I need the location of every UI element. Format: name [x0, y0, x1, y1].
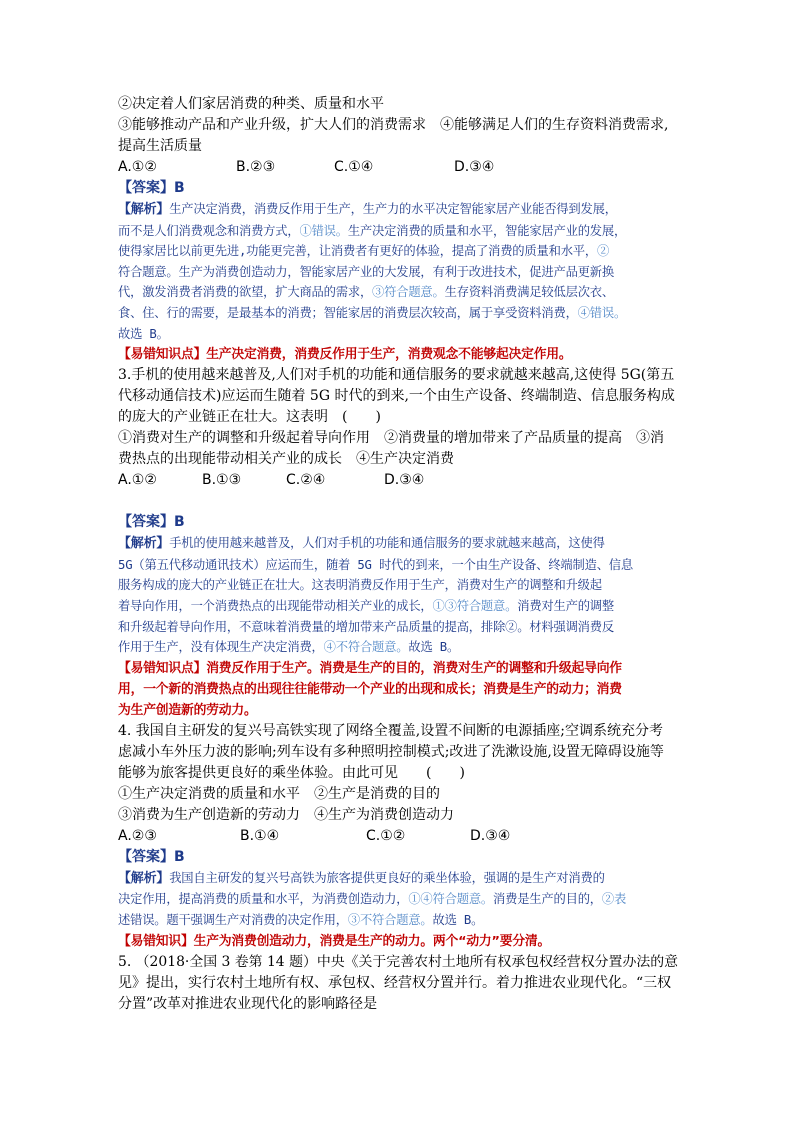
q2-analysis: [118, 199, 678, 344]
analysis-line: 【解析】我国自主研发的复兴号高铁为旅客提供更良好的乘坐体验，强调的是生产对消费的: [118, 870, 605, 886]
answer-value: B: [174, 848, 185, 865]
analysis-line: 符合题意。生产为消费创造动力，智能家居产业的大发展，有利于改进技术，促进产品更新换: [118, 264, 614, 279]
question-2: [118, 94, 678, 365]
q2-error-point: 【易错知识点】生产决定消费，消费反作用于生产，消费观念不能够起决定作用。: [118, 347, 572, 363]
analysis-line: 着导向作用，一个消费热点的出现能带动相关产业的成长，①③符合题意。消费对生产的调整: [118, 598, 614, 613]
error-label: 【易错知识点】: [118, 347, 207, 363]
answer-label: 【答案】: [118, 848, 174, 865]
answer-label: 【答案】: [118, 180, 174, 196]
q3-stem-line: 代移动通信技术)应运而生随着 5G 时代的到来,一个由生产设备、终端制造、信息服务构成: [118, 388, 675, 405]
q2-answer: [118, 178, 678, 199]
q2-item-3: ③能够推动产品和产业升级，扩大人们的消费需求 ④能够满足人们的生存资料消费需求,: [118, 117, 669, 133]
analysis-label: 【解析】: [118, 536, 170, 552]
q5-stem-line: 分置”改革对推进农业现代化的影响路径是: [118, 995, 378, 1012]
analysis-label: 【解析】: [118, 870, 170, 886]
q2-item-3-cont: 提高生活质量: [118, 138, 202, 154]
q3-stem-line: ①消费对生产的调整和升级起着导向作用 ②消费量的增加带来了产品质量的提高 ③消: [118, 430, 664, 447]
q2-option-c: C.①④: [334, 159, 374, 175]
q4-options: [118, 826, 678, 847]
q3-error-point: 【易错知识点】消费反作用于生产。消费是生产的目的，消费对生产的调整和升级起导向作 用，一个新的消费热点的出现往往能带动一个产业的出现和成长；消费是生产的动力；消费 为生产创造新的劳动力。: [118, 660, 622, 718]
analysis-line: 决定作用，提高消费的质量和水平，为消费创造动力，①④符合题意。消费是生产的目的，②表: [118, 892, 627, 907]
q4-stem-line: ①生产决定消费的质量和水平 ②生产是消费的目的: [118, 785, 440, 802]
q5-stem-line: 5. （2018·全国 3 卷第 14 题）中央《关于完善农村土地所有权承包权经营权分置办法的意: [118, 953, 679, 970]
analysis-line: 服务构成的庞大的产业链正在壮大。这表明消费反作用于生产，消费对生产的调整和升级起: [118, 578, 602, 593]
q4-option-c: C.①②: [366, 827, 406, 844]
q4-option-a: A.②③: [118, 827, 157, 844]
analysis-line: 故选 B。: [118, 326, 169, 341]
q2-item-2: ②决定着人们家居消费的种类、质量和水平: [118, 96, 384, 112]
error-label: 【易错知识】: [118, 933, 194, 949]
q2-option-b: B.②③: [236, 159, 276, 175]
question-5: [118, 952, 678, 1015]
q3-option-b: B.①③: [202, 472, 242, 489]
q4-stem-line: ③消费为生产创造新的劳动力 ④生产为消费创造动力: [118, 806, 454, 823]
q3-stem-line: 费热点的出现能带动相关产业的成长 ④生产决定消费: [118, 451, 454, 468]
q3-option-d: D.③④: [384, 472, 425, 489]
q3-stem-line: 3.手机的使用越来越普及,人们对手机的功能和通信服务的要求就越来越高,这使得 5G(第五: [118, 367, 675, 384]
analysis-line: 作用于生产，没有体现生产决定消费，④不符合题意。故选 B。: [118, 640, 460, 655]
document-page: [118, 94, 678, 1015]
q4-stem-line: 4. 我国自主研发的复兴号高铁实现了网络全覆盖,设置不间断的电源插座;空调系统充分考: [118, 722, 663, 739]
analysis-line: 食、住、行的需要，是最基本的消费；智能家居的消费层次较高，属于享受资料消费，④错误。: [118, 305, 627, 320]
analysis-line: 代，激发消费者消费的欲望，扩大商品的需求，③符合题意。生存资料消费满足较低层次衣、: [118, 285, 614, 300]
analysis-line: 【解析】生产决定消费，消费反作用于生产，生产力的水平决定智能家居产业能否得到发展，: [118, 202, 617, 217]
q3-options: [118, 470, 678, 491]
q4-option-d: D.③④: [470, 827, 511, 844]
error-label: 【易错知识点】: [118, 660, 207, 676]
q4-analysis: [118, 868, 678, 931]
q3-option-a: A.①②: [118, 472, 157, 489]
q5-stem-line: 见》提出，实行农村土地所有权、承包权、经营权分置并行。着力推进农业现代化。“三权: [118, 974, 672, 991]
q3-answer: [118, 512, 678, 533]
answer-value: B: [174, 514, 185, 531]
q2-option-a: A.①②: [118, 159, 157, 175]
analysis-line: 5G（第五代移动通讯技术）应运而生，随着 5G 时代的到来，一个由生产设备、终端制造、信息: [118, 557, 634, 572]
analysis-line: 使得家居比以前更先进,功能更完善，让消费者有更好的体验，提高了消费的质量和水平，②: [118, 244, 610, 259]
q3-analysis: [118, 533, 678, 658]
q4-answer: [118, 847, 678, 868]
answer-label: 【答案】: [118, 514, 174, 531]
question-3: [118, 365, 678, 721]
q3-option-c: C.②④: [286, 472, 326, 489]
q2-option-d: D.③④: [454, 159, 495, 175]
q4-option-b: B.①④: [240, 827, 280, 844]
answer-value: B: [174, 180, 185, 196]
analysis-line: 而不是人们消费观念和消费方式，①错误。生产决定消费的质量和水平，智能家居产业的发展，: [118, 223, 627, 238]
analysis-line: 【解析】手机的使用越来越普及，人们对手机的功能和通信服务的要求就越来越高，这使得: [118, 536, 605, 552]
q3-stem-line: 的庞大的产业链正在壮大。这表明 ( ): [118, 409, 381, 426]
q4-error-point: 【易错知识】生产为消费创造动力，消费是生产的动力。两个“动力”要分清。: [118, 933, 551, 949]
q4-stem-line: 能够为旅客提供更良好的乘坐体验。由此可见 ( ): [118, 764, 465, 781]
q4-stem-line: 虑减小车外压力波的影响;列车设有多种照明控制模式;改进了洗漱设施,设置无障碍设施等: [118, 743, 664, 760]
analysis-line: 述错误。题干强调生产对消费的决定作用，③不符合题意。故选 B。: [118, 912, 484, 927]
q2-options: [118, 157, 678, 178]
question-4: [118, 721, 678, 952]
analysis-label: 【解析】: [118, 202, 170, 217]
analysis-line: 和升级起着导向作用，不意味着消费量的增加带来产品质量的提高，排除②。材料强调消费反: [118, 619, 614, 634]
